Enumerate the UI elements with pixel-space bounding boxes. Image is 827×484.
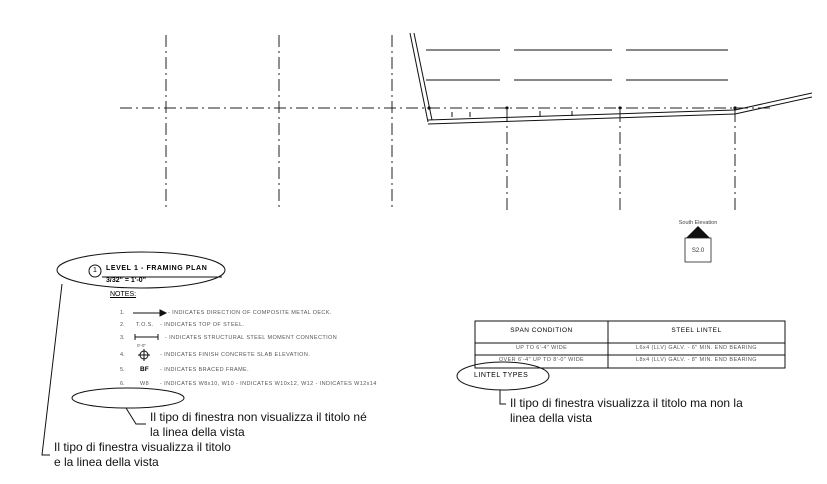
lintel-table-cell: OVER 6'-4" UP TO 8'-0" WIDE [498, 357, 585, 363]
section-marker-label: South Elevation [678, 220, 718, 226]
lintel-table-header: SPAN CONDITION [510, 327, 573, 334]
column-marker [733, 106, 736, 109]
callout-left-line1: Il tipo di finestra visualizza il titolo [54, 440, 231, 454]
callout-right-line1: Il tipo di finestra visualizza il titolo ma non la [510, 396, 743, 410]
lintel-table-cell: L8x4 (LLV) GALV. - 8" MIN. END BEARING [636, 357, 757, 363]
callout-middle-line1: Il tipo di finestra non visualizza il titolo né [150, 410, 367, 424]
callout-middle-line2: la linea della vista [150, 425, 245, 439]
note-text: - INDICATES FINISH CONCRETE SLAB ELEVATION. [160, 352, 311, 358]
callout-right [510, 396, 743, 426]
lintel-table-title[interactable]: LINTEL TYPES [474, 372, 529, 379]
lintel-table-cell: UP TO 6'-4" WIDE [515, 345, 568, 351]
slab-edge-extension [735, 93, 812, 110]
callout-left-line2: e la linea della vista [54, 455, 159, 469]
column-marker [618, 106, 621, 109]
notes-heading: NOTES: [110, 291, 137, 298]
callout-right-line2: linea della vista [510, 411, 593, 425]
note-text: - INDICATES DIRECTION OF COMPOSITE METAL DECK. [168, 310, 332, 316]
note-number: 1. [120, 310, 125, 316]
note-symbol: 0'-0" [137, 343, 146, 348]
note-number: 4. [120, 352, 125, 358]
highlight-ellipse-empty [72, 388, 184, 408]
note-number: 5. [120, 367, 125, 373]
column-marker [505, 106, 508, 109]
note-text: - INDICATES TOP OF STEEL. [160, 322, 245, 328]
callout-middle [150, 410, 367, 440]
note-symbol: BF [140, 366, 149, 373]
plan-title[interactable]: LEVEL 1 - FRAMING PLAN [106, 265, 208, 272]
leader-line-right [500, 390, 506, 404]
section-marker-sheet: S2.0 [691, 248, 705, 254]
wall-line-outer [410, 33, 428, 122]
leader-line-left [42, 284, 62, 455]
note-text: - INDICATES BRACED FRAME. [160, 367, 250, 373]
arrow-icon [160, 310, 166, 316]
section-arrow-icon [686, 226, 710, 238]
plan-number: 1 [93, 267, 97, 274]
beam-lines [426, 50, 728, 80]
plan-scale: 3/32" = 1'-0" [106, 277, 147, 284]
note-text: - INDICATES STRUCTURAL STEEL MOMENT CONNECTION [165, 335, 338, 341]
leader-line-middle [126, 408, 146, 424]
note-symbol: W8 [140, 381, 150, 387]
column-marker [427, 106, 430, 109]
grid-lines [120, 35, 770, 210]
note-symbol: T.O.S. [136, 322, 154, 328]
note-number: 3. [120, 335, 125, 341]
section-marker[interactable] [679, 220, 718, 262]
note-text: - INDICATES W8x10, W10 - INDICATES W10x12, W12 - INDICATES W12x14 [160, 381, 377, 387]
note-number: 6. [120, 381, 125, 387]
note-number: 2. [120, 322, 125, 328]
lintel-table-header: STEEL LINTEL [671, 327, 722, 334]
building-outline [410, 33, 812, 124]
slab-edge-extension-2 [735, 97, 812, 114]
callout-left [54, 440, 231, 470]
lintel-table-cell: L6x4 (LLV) GALV. - 6" MIN. END BEARING [636, 345, 757, 351]
